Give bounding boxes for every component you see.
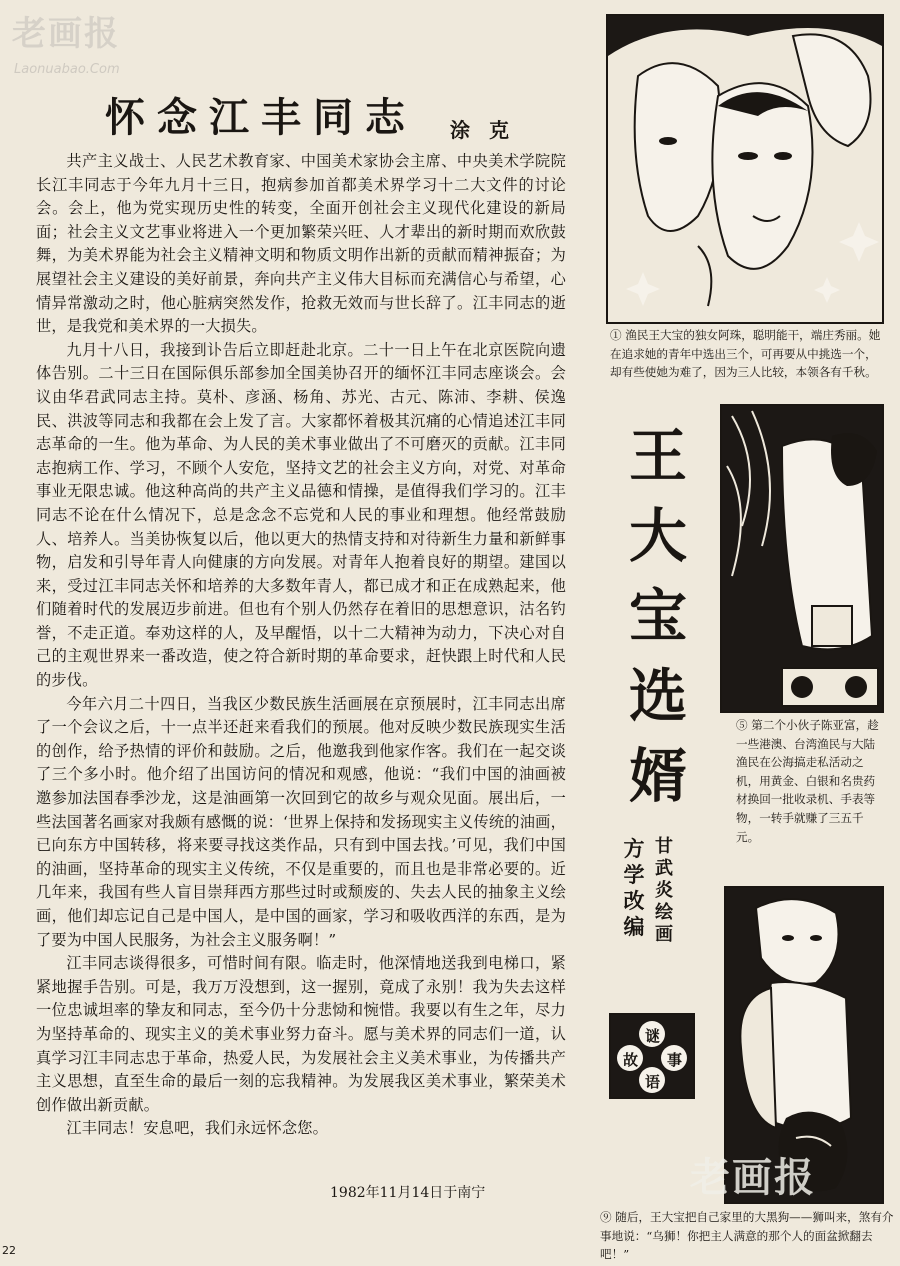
badge-char: 事 [667, 1051, 683, 1069]
watermark-url: Laonuabao.Com [14, 62, 120, 77]
panel-5-drawing [722, 406, 882, 711]
watermark-logo-lower: 老画报 [690, 1155, 816, 1201]
article-title: 怀念江丰同志 [105, 94, 417, 141]
article-paragraph: 共产主义战士、人民艺术教育家、中国美术家协会主席、中央美术学院院长江丰同志于今年九月十三日，抱病参加首都美术界学习十二大文件的讨论会。会上，他为党实现历史性的转变，全面开创社会主义现代化建设的新局面；社会主义文艺事业将进入一个更加繁荣兴旺、人才辈出的新时期而欢欣鼓舞，为美术界能为社会主义精神文明和物质文明作出新的贡献而精神振奋；为展望社会主义建设的美好前景，奔向共产主义伟大目标而充满信心与希望，心情异常激动之时，他心脏病突然发作，抢救无效而与世长辞了。江丰同志的逝世，是我党和美术界的一大损失。 [36, 152, 566, 336]
story-title-char: 大 [628, 502, 687, 570]
article-paragraph: 江丰同志！安息吧，我们永远怀念您。 [66, 1119, 328, 1138]
article-body [36, 150, 566, 1141]
article-paragraph: 江丰同志谈得很多，可惜时间有限。临走时，他深情地送我到电梯口，紧紧地握手告别。可是，我万万没想到，这一握别，竟成了永别！我为失去这样一位忠诚坦率的挚友和同志，至今仍十分悲恸和惋惜。我要以有生之年，尽力为坚持革命的、现实主义的美术事业努力奋斗。愿与美术界的同志们一道，认真学习江丰同志忠于革命，热爱人民，为发展社会主义美术事业，为传播共产主义思想，直至生命的最后一刻的忘我精神。为发展我区美术事业，繁荣美术创作做出新贡献。 [36, 954, 566, 1114]
comic-panel-1-illustration [606, 14, 884, 324]
story-title-char: 婿 [628, 742, 687, 810]
adaptation-credit [622, 836, 646, 940]
story-title-char: 选 [628, 662, 687, 730]
article-paragraph: 今年六月二十四日，当我区少数民族生活画展在京预展时，江丰同志出席了一个会议之后，十一点半还赶来看我们的预展。他对反映少数民族现实生活的创作，给予热情的评价和鼓励。之后，他邀我到他家作客。我们在一起交谈了三个多小时。他介绍了出国访问的情况和观感，他说：“我们中国的油画被邀参加法国春季沙龙，这是油画第一次回到它的故乡与观众见面。展出后，一些法国著名画家对我颇有感慨的说：‘世界上保持和发扬现实主义传统的油画，已向东方中国转移，将来要寻找这类作品，只有到中国去找。’可见，我们中国的油画，坚持革命的现实主义传统，不仅是重要的，而且也是非常必要的。近几年来，我国有些人盲目崇拜西方那些过时或颓废的、失去人民的抽象主义绘画，他们却忘记自己是中国人，是中国的画家，学习和吸收西洋的东西，是为了要为中国人民服务，为社会主义服务啊！” [36, 694, 566, 949]
credit-char: 画 [655, 924, 673, 945]
panel-9-caption: ⑨ 随后，王大宝把自己家里的大黑狗——狮叫来，煞有介事地说：“乌狮！你把主人满意的那个人的面盆掀翻去吧！” [600, 1210, 894, 1262]
badge-char: 故 [623, 1051, 639, 1069]
story-title [618, 416, 698, 816]
credit-char: 武 [655, 858, 673, 879]
watermark-logo: 老画报 [12, 14, 120, 54]
credit-char: 学 [623, 862, 645, 887]
panel-5-caption: ⑤ 第二个小伙子陈亚富，趁一些港澳、台湾渔民与大陆渔民在公海搞走私活动之机，用黄金、白银和名贵药材换回一批收录机、手表等物，一转手就赚了三五千元。 [736, 718, 879, 844]
page-number: 22 [2, 1244, 16, 1257]
panel-1-caption: ① 渔民王大宝的独女阿珠，聪明能干，端庄秀丽。她在追求她的青年中选出三个，可再要从中挑选一个，却有些使她为难了，因为三人比较，本领各有千秋。 [610, 328, 881, 380]
article-date: 1982年11月14日于南宁 [330, 1185, 486, 1201]
article-author: 涂 克 [450, 118, 515, 142]
comic-panel-5-illustration [720, 404, 884, 713]
story-title-char: 宝 [628, 582, 687, 650]
credit-char: 编 [623, 914, 645, 939]
panel-1-drawing [608, 16, 882, 322]
credit-char: 炎 [655, 880, 673, 901]
credit-char: 方 [623, 836, 645, 861]
article-paragraph: 九月十八日，我接到讣告后立即赶赴北京。二十一日上午在北京医院向遗体告别。二十三日在国际俱乐部参加全国美协召开的缅怀江丰同志座谈会。会议由华君武同志主持。莫朴、彦涵、杨角、苏光、古元、陈沛、李耕、侯逸民、洪波等同志和我都在会上发了言。大家都怀着极其沉痛的心情追述江丰同志革命的一生。他为革命、为人民的美术事业做出了不可磨灭的贡献。江丰同志抱病工作、学习，不顾个人安危，坚持文艺的社会主义方向，对党、对革命事业无限忠诚。他这种高尚的共产主义品德和情操，是值得我们学习的。江丰同志不论在什么情况下，总是念念不忘党和人民的事业和理想。他经常鼓励人、培养人。当美协恢复以后，他以更大的热情支持和对待新生力量和新鲜事物，启发和引导年青人向健康的方向发展。对青年人抱着良好的期望。建国以来，受过江丰同志关怀和培养的大多数年青人，都已成才和正在成熟起来，他们随着时代的发展迈步前进。但也有个别人仍然存在着旧的思想意识，沽名钓誉，不走正道。奉劝这样的人，及早醒悟，以十二大精神为动力，下决心对自己的主观世界来一番改造，使之符合新时期的革命要求，赶快跟上时代和人民的步伐。 [36, 340, 566, 690]
credit-char: 甘 [655, 836, 673, 857]
badge-char: 语 [645, 1073, 661, 1091]
series-badge [608, 1012, 696, 1100]
story-title-char: 王 [628, 422, 687, 490]
illustration-credit [652, 836, 676, 946]
credit-char: 绘 [655, 902, 673, 923]
credit-char: 改 [623, 888, 645, 913]
badge-char: 谜 [645, 1027, 661, 1045]
